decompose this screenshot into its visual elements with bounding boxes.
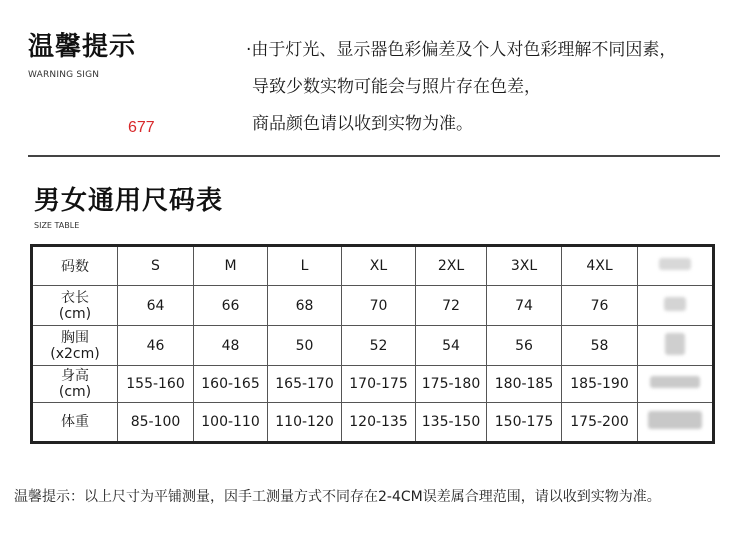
table-cell: 48: [194, 326, 268, 366]
table-cell: 66: [194, 286, 268, 326]
row-label: 身高 (cm): [32, 366, 118, 403]
header-cell: M: [194, 246, 268, 286]
table-cell: 175-180: [416, 366, 487, 403]
blurred-cell: [638, 403, 714, 443]
table-cell: 180-185: [487, 366, 562, 403]
table-cell: 70: [342, 286, 416, 326]
header-cell: 2XL: [416, 246, 487, 286]
table-row: [32, 286, 714, 326]
row-label: 体重: [32, 403, 118, 443]
blurred-cell: [638, 326, 714, 366]
table-cell: 76: [562, 286, 638, 326]
notice-line-3: 商品颜色请以收到实物为准。: [252, 114, 473, 134]
table-cell: 175-200: [562, 403, 638, 443]
table-cell: 135-150: [416, 403, 487, 443]
header-cell: 4XL: [562, 246, 638, 286]
table-row: [32, 403, 714, 443]
header-cell: 码数: [32, 246, 118, 286]
table-cell: 155-160: [118, 366, 194, 403]
table-cell: 72: [416, 286, 487, 326]
table-cell: 56: [487, 326, 562, 366]
table-cell: 120-135: [342, 403, 416, 443]
table-cell: 110-120: [268, 403, 342, 443]
header-cell: 3XL: [487, 246, 562, 286]
table-cell: 150-175: [487, 403, 562, 443]
footer-note: 温馨提示：以上尺寸为平铺测量，因手工测量方式不同存在2-4CM误差属合理范围，请以收到实物为准。: [14, 489, 661, 505]
table-cell: 50: [268, 326, 342, 366]
size-table-title: 男女通用尺码表: [34, 186, 224, 216]
table-cell: 85-100: [118, 403, 194, 443]
table-cell: 170-175: [342, 366, 416, 403]
table-cell: 52: [342, 326, 416, 366]
notice-line-1: ·由于灯光、显示器色彩偏差及个人对色彩理解不同因素，: [246, 40, 677, 60]
blurred-cell: [638, 366, 714, 403]
header-cell: XL: [342, 246, 416, 286]
size-table-subtitle: SIZE TABLE: [34, 221, 80, 230]
table-cell: 185-190: [562, 366, 638, 403]
table-cell: 160-165: [194, 366, 268, 403]
section-divider: [28, 155, 720, 157]
table-row: [32, 366, 714, 403]
product-code: 677: [128, 119, 155, 136]
table-cell: 54: [416, 326, 487, 366]
blurred-cell: [638, 286, 714, 326]
color-notice: [246, 32, 676, 143]
table-cell: 165-170: [268, 366, 342, 403]
header-cell: S: [118, 246, 194, 286]
warning-title: 温馨提示: [28, 32, 137, 62]
table-cell: 74: [487, 286, 562, 326]
blurred-cell: [638, 246, 714, 286]
size-table: [30, 244, 715, 444]
warning-subtitle: WARNING SIGN: [28, 70, 100, 80]
row-label: 胸围 (x2cm): [32, 326, 118, 366]
header-cell: L: [268, 246, 342, 286]
row-label: 衣长 (cm): [32, 286, 118, 326]
table-cell: 100-110: [194, 403, 268, 443]
table-cell: 46: [118, 326, 194, 366]
header-row: [32, 246, 714, 286]
table-cell: 64: [118, 286, 194, 326]
table-row: [32, 326, 714, 366]
notice-line-2: 导致少数实物可能会与照片存在色差，: [252, 77, 541, 97]
table-cell: 58: [562, 326, 638, 366]
table-cell: 68: [268, 286, 342, 326]
